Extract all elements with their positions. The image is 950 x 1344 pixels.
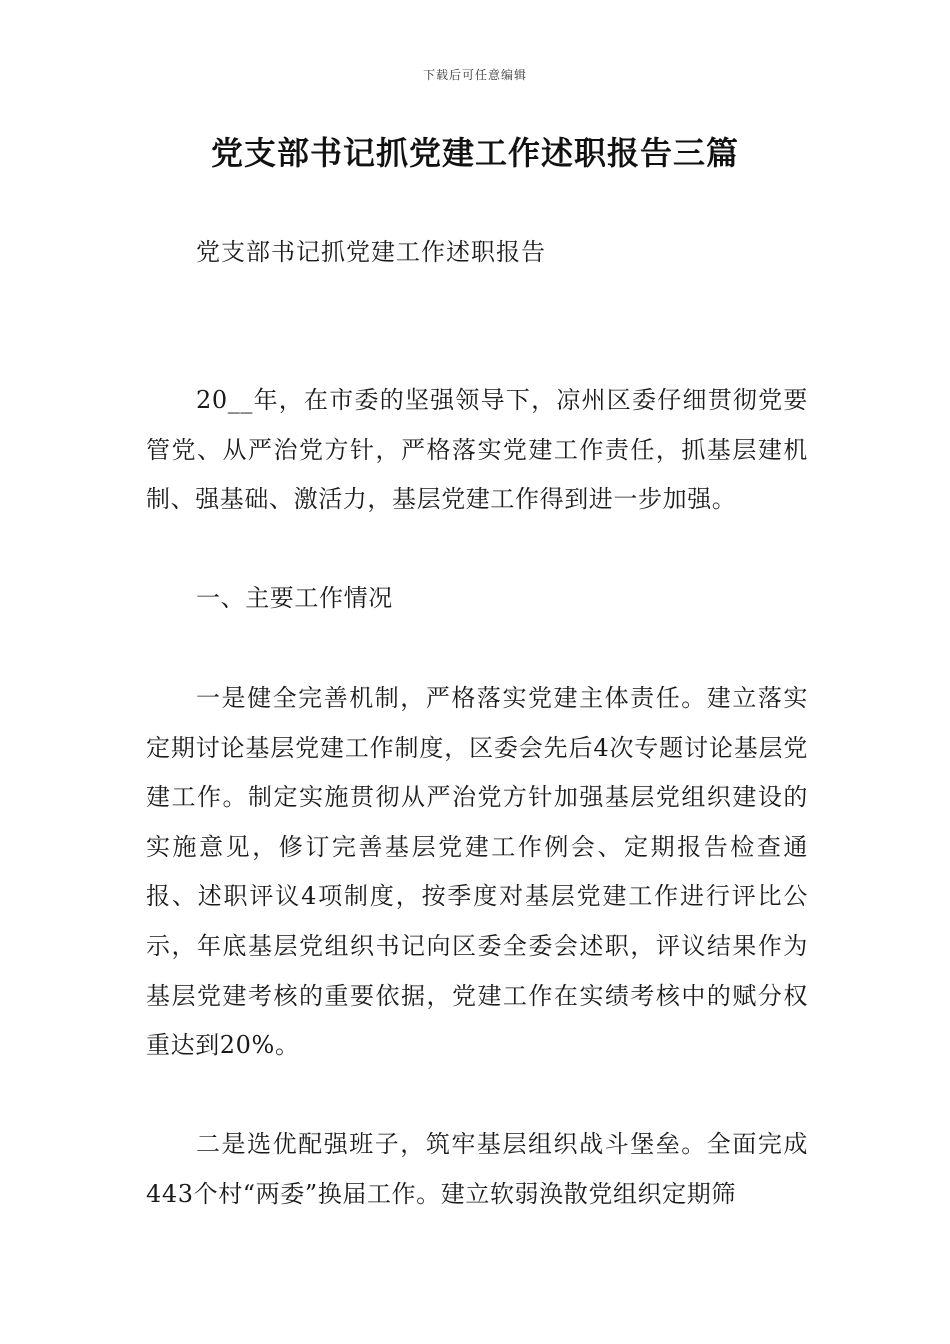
section-heading: 一、主要工作情况 <box>196 584 393 612</box>
document-title: 党支部书记抓党建工作述职报告三篇 <box>210 134 739 172</box>
paragraph-mechanism: 一是健全完善机制，严格落实党建主体责任。建立落实定期讨论基层党建工作制度，区委会先后4次专题讨论基层党建工作。制定实施贯彻从严治党方针加强基层党组织建设的实施意见，修订完善基层党建工作例会、定期报告检查通报、述职评议4项制度，按季度对基层党建工作进行评比公示，年底基层党组织书记向区委全委会述职，评议结果作为基层党建考核的重要依据，党建工作在实绩考核中的赋分权重达到20%。 <box>146 684 808 1060</box>
document-subtitle: 党支部书记抓党建工作述职报告 <box>196 238 546 266</box>
paragraph-intro: 20__年，在市委的坚强领导下，凉州区委仔细贯彻党要管党、从严治党方针，严格落实党建工作责任，抓基层建机制、强基础、激活力，基层党建工作得到进一步加强。 <box>146 386 808 514</box>
header-note: 下载后可任意编辑 <box>422 68 527 82</box>
paragraph-leadership: 二是选优配强班子，筑牢基层组织战斗堡垒。全面完成443个村“两委”换届工作。建立软弱涣散党组织定期筛 <box>146 1130 808 1208</box>
